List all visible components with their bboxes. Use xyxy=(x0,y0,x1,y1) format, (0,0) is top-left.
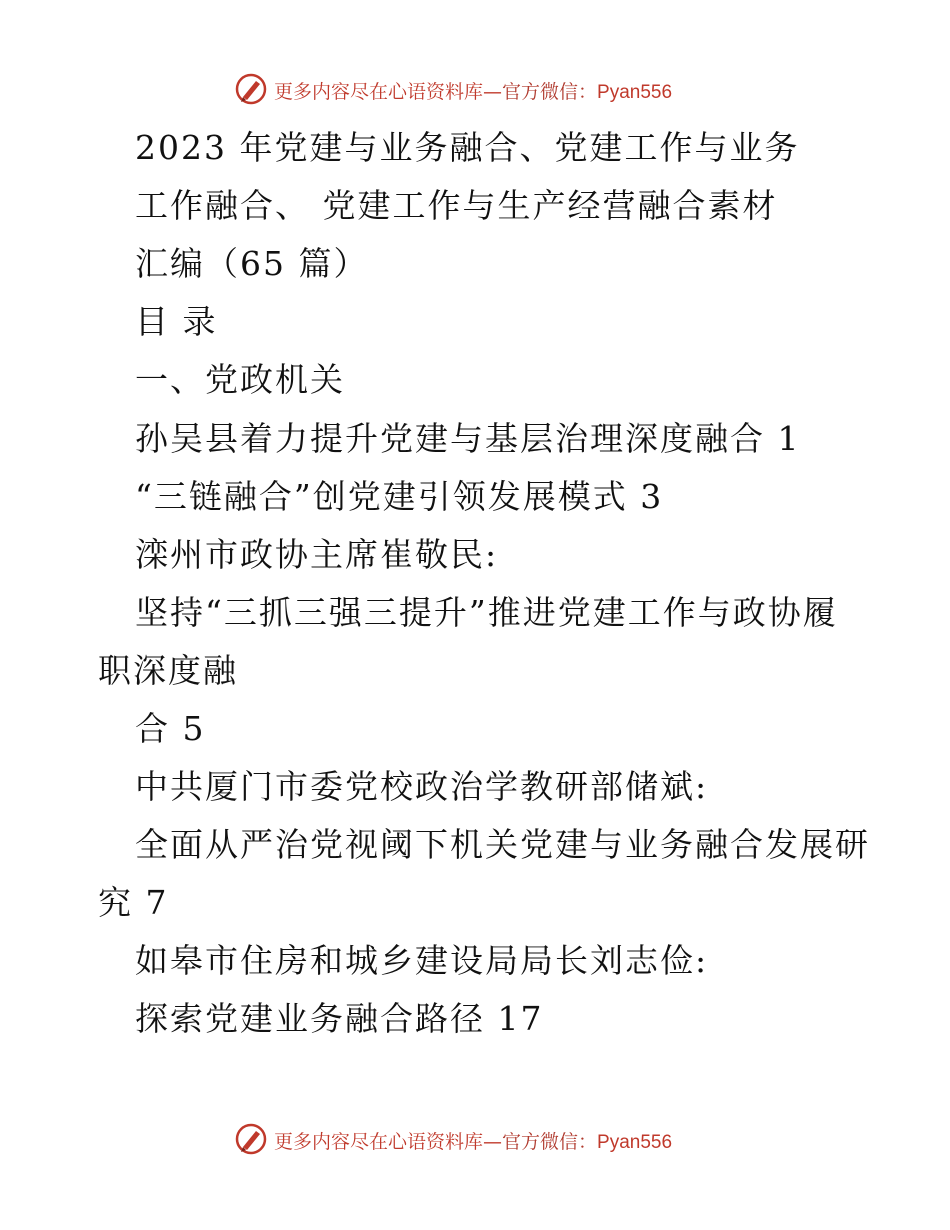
doc-title-line-3: 汇编（65 篇） xyxy=(135,244,369,283)
toc-entry-1: 孙吴县着力提升党建与基层治理深度融合 1 xyxy=(135,419,801,458)
watermark-wechat-label: 官方微信： xyxy=(502,81,598,103)
watermark-text xyxy=(274,77,672,104)
toc-entry-2: “三链融合”创党建引领发展模式 3 xyxy=(135,477,664,516)
toc-entry-4-title: 全面从严治党视阈下机关党建与业务融合发展研 xyxy=(135,825,870,864)
watermark-separator: — xyxy=(483,1131,503,1153)
pen-logo-icon xyxy=(234,1122,268,1156)
toc-heading: 目 录 xyxy=(135,302,218,341)
toc-entry-4-title-cont: 究 7 xyxy=(98,883,169,922)
watermark-separator: — xyxy=(483,81,503,103)
pen-logo-icon xyxy=(234,72,268,106)
watermark-wechat-label: 官方微信： xyxy=(502,1131,598,1153)
watermark-text xyxy=(274,1127,672,1154)
toc-entry-3-page: 合 5 xyxy=(135,709,206,748)
toc-entry-3-title: 坚持“三抓三强三提升”推进党建工作与政协履 xyxy=(135,593,838,632)
watermark-footer xyxy=(0,1120,950,1160)
doc-title-line-2: 工作融合、 党建工作与生产经营融合素材 xyxy=(135,186,778,225)
section-heading-1: 一、党政机关 xyxy=(135,360,345,399)
toc-entry-4-author: 中共厦门市委党校政治学教研部储斌: xyxy=(135,767,709,806)
toc-entry-3-author: 滦州市政协主席崔敬民: xyxy=(135,535,499,574)
toc-entry-5-author: 如皋市住房和城乡建设局局长刘志俭: xyxy=(135,941,709,980)
toc-entry-5-title: 探索党建业务融合路径 17 xyxy=(135,999,544,1038)
doc-title-line-1: 2023 年党建与业务融合、党建工作与业务 xyxy=(135,128,800,167)
watermark-header xyxy=(0,70,950,110)
toc-entry-3-title-cont: 职深度融 xyxy=(98,651,238,690)
watermark-wechat-id: Pyan556 xyxy=(597,82,673,103)
watermark-site: 更多内容尽在心语资料库 xyxy=(274,81,484,103)
watermark-site: 更多内容尽在心语资料库 xyxy=(274,1131,484,1153)
watermark-wechat-id: Pyan556 xyxy=(597,1132,673,1153)
